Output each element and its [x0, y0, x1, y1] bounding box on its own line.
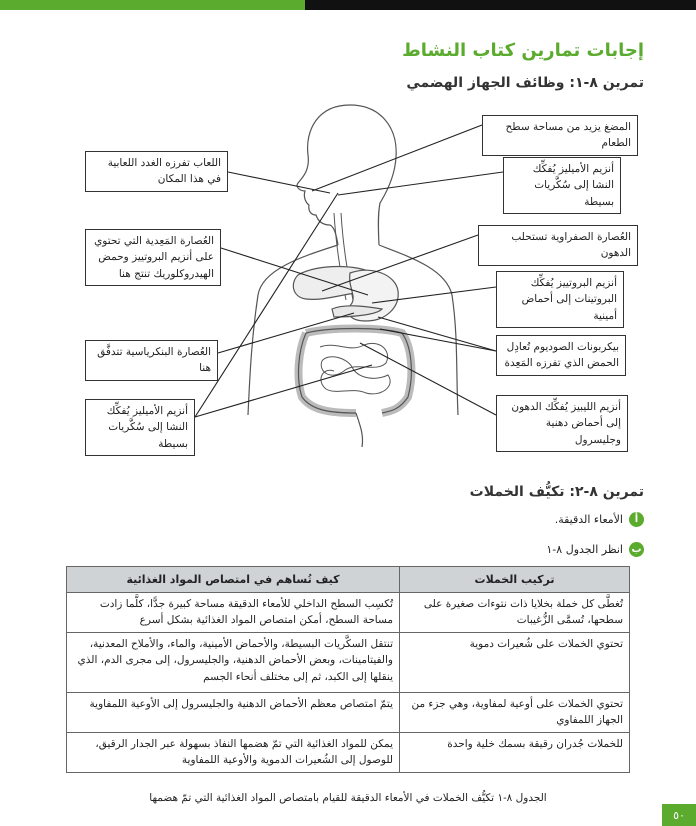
label-chewing: المضغ يزيد من مساحة سطح الطعام	[482, 115, 638, 156]
villi-adaptations-table	[66, 566, 630, 773]
label-lipase: أنزيم الليبيز يُفكِّك الدهون إلى أحماض دهنية وجليسرول	[496, 395, 628, 452]
table-row	[67, 733, 630, 773]
answer-a-letter: أ	[629, 512, 644, 527]
top-bar-green	[0, 0, 305, 10]
table-cell: تحتوي الخملات على شُعيرات دموية	[400, 633, 630, 693]
label-amylase-mouth: أنزيم الأميليز يُفكِّك النشا إلى سُكَّريات بسيطة	[503, 157, 621, 214]
table-cell: تُغطَّى كل خملة بخلايا ذات نتوءات صغيرة على سطحها، تُسمَّى الزُّغيبات	[400, 593, 630, 633]
label-bile: العُصارة الصفراوية تستحلب الدهون	[478, 225, 638, 266]
table-cell: يتمّ امتصاص معظم الأحماض الدهنية والجليسرول إلى الأوعية اللمفاوية	[67, 693, 400, 733]
table-row	[67, 593, 630, 633]
table-row	[67, 693, 630, 733]
answer-b	[546, 542, 644, 557]
top-color-bar	[0, 0, 696, 10]
table-cell: يمكن للمواد الغذائية التي تمّ هضمها النفاذ بسهولة عبر الجدار الرقيق، للوصول إلى الشُعيرات الدموية والأوعية اللمفاوية	[67, 733, 400, 773]
exercise-2-title: تمرين ٨-٢: تكيُّف الخملات	[469, 484, 644, 500]
table-cell: تنتقل السكَّريات البسيطة، والأحماض الأمينية، والماء، والأملاح المعدنية، والفيتامينات، وبعض الأحماض الدهنية، والجليسرول، إلى مجرى الدم، الذي ينقلها إلى الكبد، ثم إلى مختلف أنحاء الجسم	[67, 633, 400, 693]
table-caption: الجدول ٨-١ تكيُّف الخملات في الأمعاء الدقيقة للقيام بامتصاص المواد الغذائية التي تمّ هضمها	[149, 792, 547, 804]
header-absorption-role: كيف تُساهم في امتصاص المواد الغذائية	[67, 567, 400, 593]
label-protease: أنزيم البروتييز يُفكِّك البروتينات إلى أحماض أمينية	[496, 271, 624, 328]
answer-a	[555, 512, 644, 527]
page-title: إجابات تمارين كتاب النشاط	[402, 40, 644, 61]
label-sodium-bicarbonate: بيكربونات الصوديوم تُعادِل الحمض الذي تفرزه المَعِدة	[496, 335, 626, 376]
table-cell: تحتوي الخملات على أوعية لمفاوية، وهي جزء من الجهاز اللمفاوي	[400, 693, 630, 733]
table-cell: للخملات جُدران رقيقة بسمك خلية واحدة	[400, 733, 630, 773]
answer-b-letter: ب	[629, 542, 644, 557]
answer-a-text: الأمعاء الدقيقة.	[554, 513, 623, 526]
table-cell: تُكسِب السطح الداخلي للأمعاء الدقيقة مساحة كبيرة جدًّا، كلَّما زادت مساحة السطح، أمكن امتصاص المواد الغذائية بشكل أسرع	[67, 593, 400, 633]
label-amylase-intestine: أنزيم الأميليز يُفكِّك النشا إلى سُكَّريات بسيطة	[85, 399, 195, 456]
header-villi-structure: تركيب الخملات	[400, 567, 630, 593]
label-pancreatic-juice: العُصارة البنكرياسية تتدفَّق هنا	[85, 340, 218, 381]
answer-b-text: انظر الجدول ٨-١	[546, 543, 623, 556]
digestive-system-diagram	[0, 95, 696, 455]
table-row	[67, 633, 630, 693]
top-bar-black	[305, 0, 696, 10]
table-header-row	[67, 567, 630, 593]
label-gastric-juice: العُصارة المَعِدية التي تحتوي على أنزيم البروتييز وحمض الهيدروكلوريك تنتج هنا	[85, 229, 221, 286]
exercise-1-title: تمرين ٨-١: وظائف الجهاز الهضمي	[406, 75, 644, 91]
label-saliva: اللعاب تفرزه الغدد اللعابية في هذا المكان	[85, 151, 228, 192]
page-number: ٥٠	[662, 804, 696, 826]
